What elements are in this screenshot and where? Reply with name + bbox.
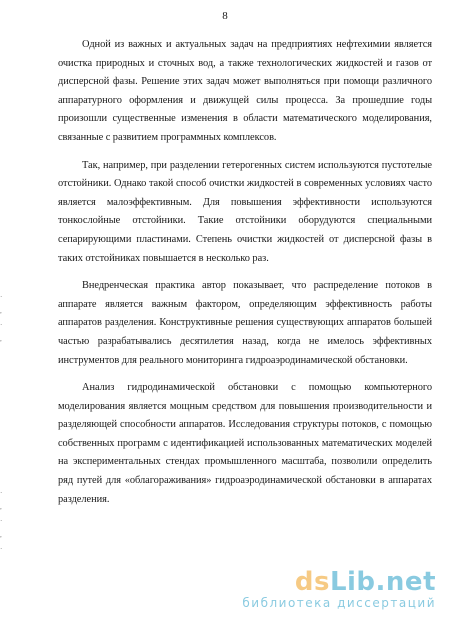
watermark xyxy=(242,568,436,610)
scan-margin-marks: · , · , · , · , · xyxy=(0,293,3,553)
paragraph-3: Внедренческая практика автор показывает, что распределение потоков в аппарате является важным фактором, определяющим эффективность работы аппаратов разделения. Конструктивные решения существующих аппаратов большей частью разрабатывались десятилетия назад, когда не имелось эффективных инструментов для реального мониторинга гидроаэродинамической обстановки. xyxy=(58,280,432,366)
document-body xyxy=(58,36,432,518)
watermark-subtitle: библиотека диссертаций xyxy=(242,596,436,610)
paragraph-2: Так, например, при разделении гетерогенных систем используются пустотелые отстойники. Однако такой способ очистки жидкостей в современных условиях часто является малоэффективным. Для повышения эффективности используются тонкослойные отстойники. Такие отстойники оборудуются специальными сепарирующими пластинами. Степень очистки жидкостей от дисперсной фазы в таких отстойниках повышается в несколько раз. xyxy=(58,159,432,264)
paragraph-4: Анализ гидродинамической обстановки с помощью компьютерного моделирования является мощным средством для повышения производительности и разделяющей способности аппаратов. Исследования структуры потоков, с помощью собственных программ с идентификацией использованных математических моделей на экспериментальных стендах промышленного масштаба, позволили определить ряд путей для «облагораживания» гидроаэродинамической обстановки в аппаратах разделения. xyxy=(58,382,432,505)
watermark-logo: dsLib.net xyxy=(294,567,436,597)
page-number: 8 xyxy=(222,10,228,22)
paragraph-1: Одной из важных и актуальных задач на предприятиях нефтехимии является очистка природных и сточных вод, а также технологических жидкостей и газов от дисперсной фазы. Решение этих задач может выполняться при помощи различного аппаратурного оформления и движущей силы процесса. За прошедшие годы произошли существенные изменения в области математического моделирования, связанные с развитием программных комплексов. xyxy=(58,39,432,143)
